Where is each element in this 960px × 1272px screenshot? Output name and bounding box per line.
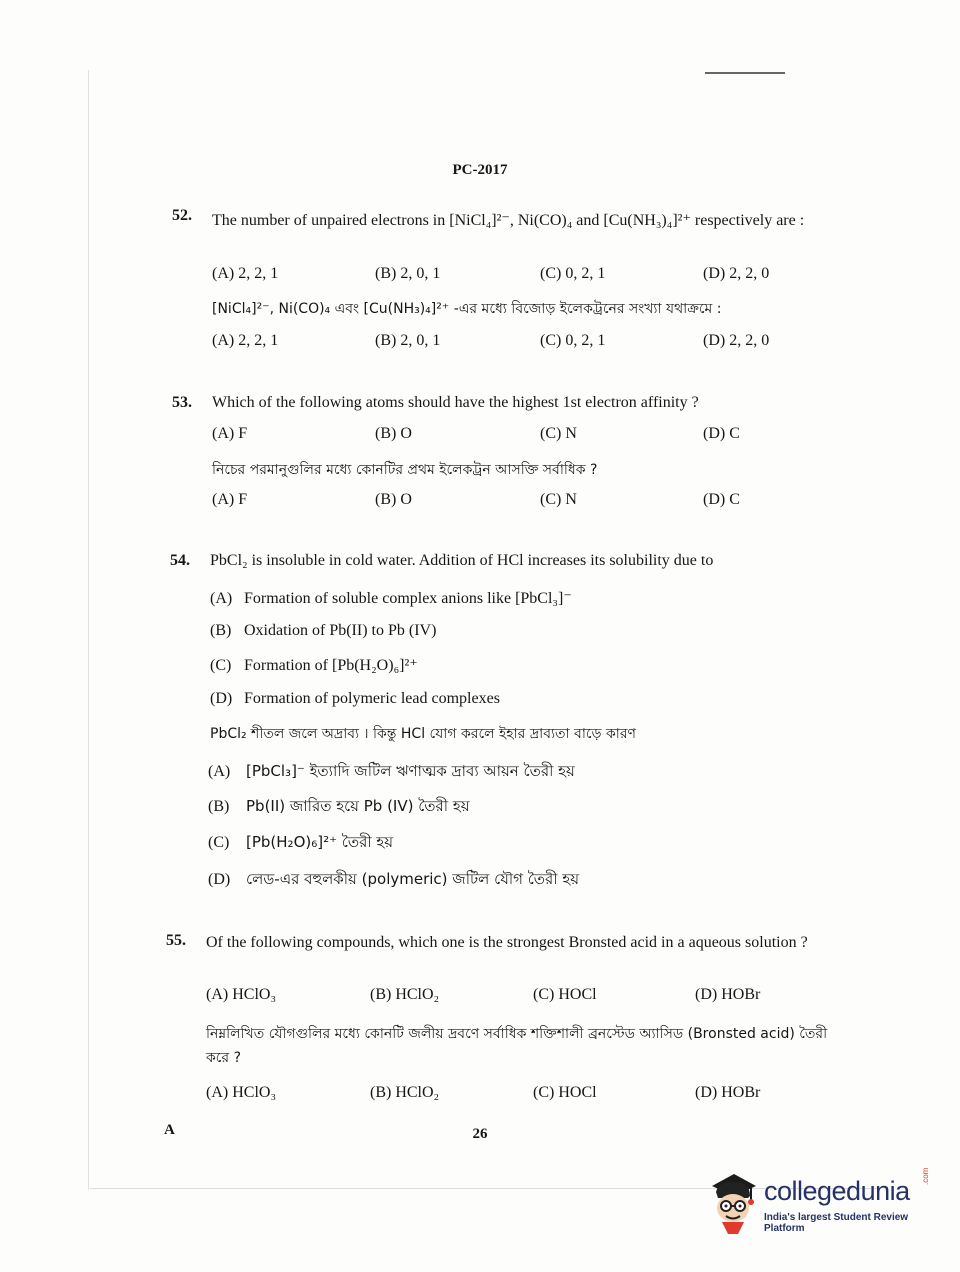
option-c-bn [208,831,393,856]
option-label: (A) [210,590,233,607]
option-a-bn: (A) F [212,491,248,508]
option-c-bn: (C) N [540,491,577,508]
option-a [210,588,572,608]
option-text: Formation of [Pb(H₂O)₆]²⁺ [244,657,418,674]
option-label: (D) [210,690,233,707]
option-d [210,690,500,708]
option-label: (C) [208,834,230,851]
question-text-en: PbCl₂ is insoluble in cold water. Addition of HCl increases its solubility due to [210,552,714,569]
option-d-bn: (D) 2, 2, 0 [703,332,770,349]
option-a: (A) HClO₃ [206,986,277,1003]
option-c: (C) N [540,425,577,442]
option-label: (B) [208,798,230,815]
option-b: (B) HClO₂ [370,986,440,1003]
question-number: 55. [166,932,186,949]
option-b-bn: (B) HClO₂ [370,1084,440,1101]
option-text: লেড-এর বহুলকীয় (polymeric) জটিল যৌগ তৈরী হয় [246,870,580,888]
option-c: (C) 0, 2, 1 [540,265,606,282]
option-label: (C) [210,657,232,674]
option-d-bn [208,868,579,893]
question-text-en: Which of the following atoms should have the highest 1st electron affinity ? [212,394,699,411]
option-label: (D) [208,871,231,888]
option-d-bn: (D) C [703,491,740,508]
option-a-bn [208,760,575,785]
option-a-bn: (A) 2, 2, 1 [212,332,279,349]
option-d-bn: (D) HOBr [695,1084,761,1101]
option-c-bn: (C) 0, 2, 1 [540,332,606,349]
option-d: (D) C [703,425,740,442]
logo-suffix: .com [921,1167,930,1185]
option-b-bn [208,795,470,820]
option-b-bn: (B) O [375,491,412,508]
margin-line [88,70,89,1190]
option-c-bn: (C) HOCl [533,1084,597,1101]
option-label: (B) [210,622,232,639]
paper-code: PC-2017 [452,162,508,178]
option-a: (A) F [212,425,248,442]
option-a: (A) 2, 2, 1 [212,265,279,282]
option-c [210,655,418,675]
option-b: (B) O [375,425,412,442]
question-number: 54. [170,552,190,569]
set-code: A [164,1122,175,1138]
question-text-bn: নিচের পরমানুগুলির মধ্যে কোনটির প্রথম ইলেকট্রন আসক্তি সর্বাধিক ? [212,462,598,478]
option-b-bn: (B) 2, 0, 1 [375,332,441,349]
scan-mark [705,72,785,74]
question-number: 53. [172,394,192,411]
option-text: Oxidation of Pb(II) to Pb (IV) [244,622,437,639]
option-text: [Pb(H₂O)₆]²⁺ তৈরী হয় [246,833,394,851]
logo-tagline: India's largest Student Review Platform [764,1212,909,1234]
option-a-bn: (A) HClO₃ [206,1084,277,1101]
option-text: [PbCl₃]⁻ ইত্যাদি জটিল ঋণাত্মক দ্রাব্য আয়ন তৈরী হয় [246,762,575,780]
question-text-bn: নিম্নলিখিত যৌগগুলির মধ্যে কোনটি জলীয় দ্রবণে সর্বাধিক শক্তিশালী ব্রনস্টেড অ্যাসিড (Bronsted acid) তৈরী করে ? [206,1026,828,1066]
option-text: Formation of soluble complex anions like [PbCl₃]⁻ [244,590,572,607]
logo-name: collegedunia [764,1176,910,1206]
option-text: Formation of polymeric lead complexes [244,690,500,707]
question-text-en: Of the following compounds, which one is the strongest Bronsted acid in a aqueous solution ? [206,934,808,951]
option-text: Pb(II) জারিত হয়ে Pb (IV) তৈরী হয় [246,797,470,815]
option-d: (D) 2, 2, 0 [703,265,770,282]
page-number: 26 [472,1126,488,1142]
option-b [210,622,436,640]
question-text-en: The number of unpaired electrons in [NiCl₄]²⁻, Ni(CO)₄ and [Cu(NH₃)₄]²⁺ respectively are : [212,212,805,229]
mascot-icon [704,1168,762,1234]
question-text-bn: PbCl₂ শীতল জলে অদ্রাব্য । কিন্তু HCl যোগ করলে ইহার দ্রাব্যতা বাড়ে কারণ [210,726,637,742]
option-label: (A) [208,763,231,780]
question-number: 52. [172,207,192,224]
option-c: (C) HOCl [533,986,597,1003]
collegedunia-logo[interactable] [704,1168,934,1238]
option-d: (D) HOBr [695,986,761,1003]
option-b: (B) 2, 0, 1 [375,265,441,282]
question-text-bn: [NiCl₄]²⁻, Ni(CO)₄ এবং [Cu(NH₃)₄]²⁺ -এর মধ্যে বিজোড় ইলেকট্রনের সংখ্যা যথাক্রমে : [212,301,722,317]
